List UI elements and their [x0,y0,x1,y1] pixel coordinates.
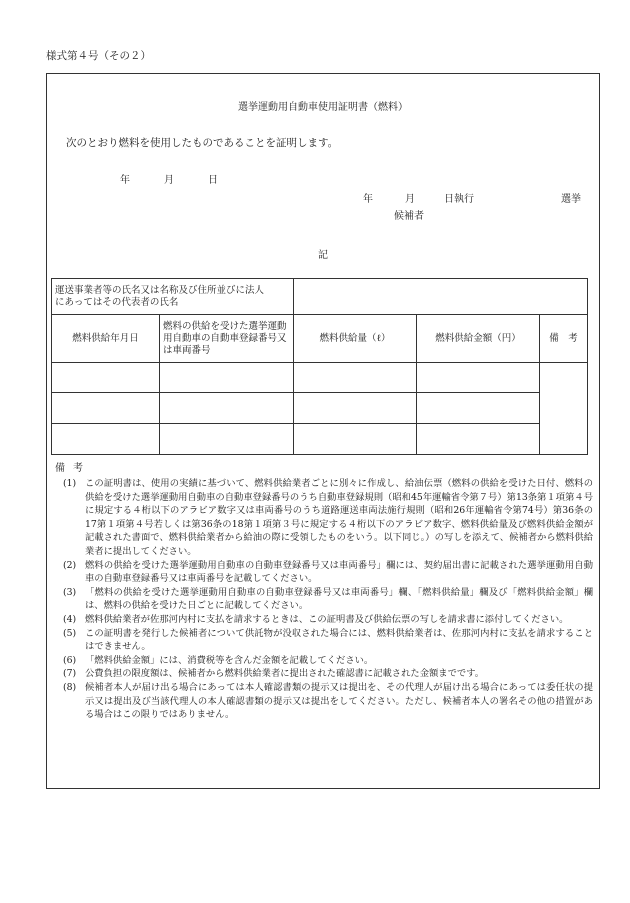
candidate-label: 候補者 [394,211,424,222]
cell-remarks[interactable] [540,363,588,455]
cell-fuel-amount[interactable] [294,393,417,424]
cell-fuel-cost[interactable] [417,424,540,455]
table-header-row [52,315,588,363]
notes-list [63,477,593,722]
issue-day: 日 [208,175,218,186]
issue-month: 月 [164,175,174,186]
note-number: (1) [63,478,77,489]
operator-row [52,279,588,315]
table-row [52,393,588,424]
header-supply-date: 燃料供給年月日 [52,315,160,363]
note-text: 「燃料供給金額」には、消費税等を含んだ金額を記載してください。 [85,654,374,666]
cell-vehicle-number[interactable] [160,393,294,424]
note-item [63,667,593,681]
notes-heading: 備考 [55,463,91,474]
header-fuel-amount: 燃料供給量（ℓ） [294,315,417,363]
election-year: 年 [363,194,373,205]
header-remarks: 備 考 [540,315,588,363]
note-text: この証明書を発行した候補者について供託物が没収された場合には、燃料供給業者は、佐那河内村に支払を請求することはできません。 [85,627,593,653]
note-text: 燃料供給業者が佐那河内村に支払を請求するときは、この証明書及び供給伝票の写しを請求書に添付してください。 [85,613,569,625]
cell-fuel-cost[interactable] [417,393,540,424]
election-month: 月 [405,194,415,205]
note-item [63,613,593,627]
note-number: (5) [63,627,77,639]
table-row [52,424,588,455]
note-number: (8) [63,681,77,693]
cell-fuel-cost[interactable] [417,363,540,393]
cell-supply-date[interactable] [52,424,160,455]
note-number: (4) [63,613,77,625]
operator-value-cell[interactable] [294,279,588,315]
election-label: 選挙 [561,194,581,205]
note-item [63,654,593,668]
election-day-exec: 日執行 [444,194,474,205]
note-item [63,586,593,613]
note-item [63,681,593,722]
form-number-label: 様式第４号（その２） [46,50,151,62]
fuel-usage-table [51,278,588,455]
note-number: (3) [63,586,77,598]
operator-label-cell: 運送事業者等の氏名又は名称及び住所並びに法人にあってはその代表者の氏名 [52,279,294,315]
certificate-frame [46,73,600,789]
header-fuel-cost: 燃料供給金額（円） [417,315,540,363]
note-text: 公費負担の限度額は、候補者から燃料供給業者に提出された確認書に記載された金額までです。 [85,668,485,680]
note-item [63,559,593,586]
cell-supply-date[interactable] [52,393,160,424]
note-text: 「燃料の供給を受けた選挙運動用自動車の自動車登録番号又は車両番号」欄、「燃料供給量」欄及び「燃料供給金額」欄は、燃料の供給を受けた日ごとに記載してください。 [85,586,593,612]
note-number: (7) [63,668,77,680]
note-item [63,627,593,654]
header-vehicle-number: 燃料の供給を受けた選挙運動用自動車の自動車登録番号又は車両番号 [160,315,294,363]
note-item [63,477,593,559]
note-number: (6) [63,654,77,666]
note-number: (2) [63,559,77,571]
document-title: 選挙運動用自動車使用証明書（燃料） [238,102,408,113]
intro-text: 次のとおり燃料を使用したものであることを証明します。 [66,137,339,149]
issue-year: 年 [120,175,130,186]
table-row [52,363,588,393]
cell-fuel-amount[interactable] [294,363,417,393]
cell-fuel-amount[interactable] [294,424,417,455]
cell-vehicle-number[interactable] [160,424,294,455]
note-text: 候補者本人が届け出る場合にあっては本人確認書類の提示又は提出を、その代理人が届け出る場合にあっては委任状の提示又は提出及び当該代理人の本人確認書類の提示又は提出をしてください。ただし、候補者本人の署名その他の措置がある場合はこの限りではありません。 [85,681,593,721]
cell-supply-date[interactable] [52,363,160,393]
cell-vehicle-number[interactable] [160,363,294,393]
note-text: 燃料の供給を受けた選挙運動用自動車の自動車登録番号又は車両番号」欄には、契約届出書に記載された選挙運動用自動車の自動車登録番号又は車両番号を記載してください。 [85,559,593,585]
note-text: この証明書は、使用の実績に基づいて、燃料供給業者ごとに別々に作成し、給油伝票（燃料の供給を受けた日付、燃料の供給を受けた選挙運動用自動車の自動車登録番号のうち自動車登録規則（昭和45年運輸省令第７号）第13条第１項第４号に規定する４桁以下のアラビア数字又は車両番号のうち道路運送車両法施行規則（昭和26年運輸省令第74号）第36条の17第１項第４号若しくは第36条の18第１項第３号に規定する４桁以下のアラビア数字、燃料供給量及び燃料供給金額が記載された書面で、燃料供給業者から給油の際に受領したものをいう。以下同じ。）の写しを添えて、候補者から燃料供給業者に提出してください。 [85,478,593,557]
ki-label: 記 [318,250,328,261]
